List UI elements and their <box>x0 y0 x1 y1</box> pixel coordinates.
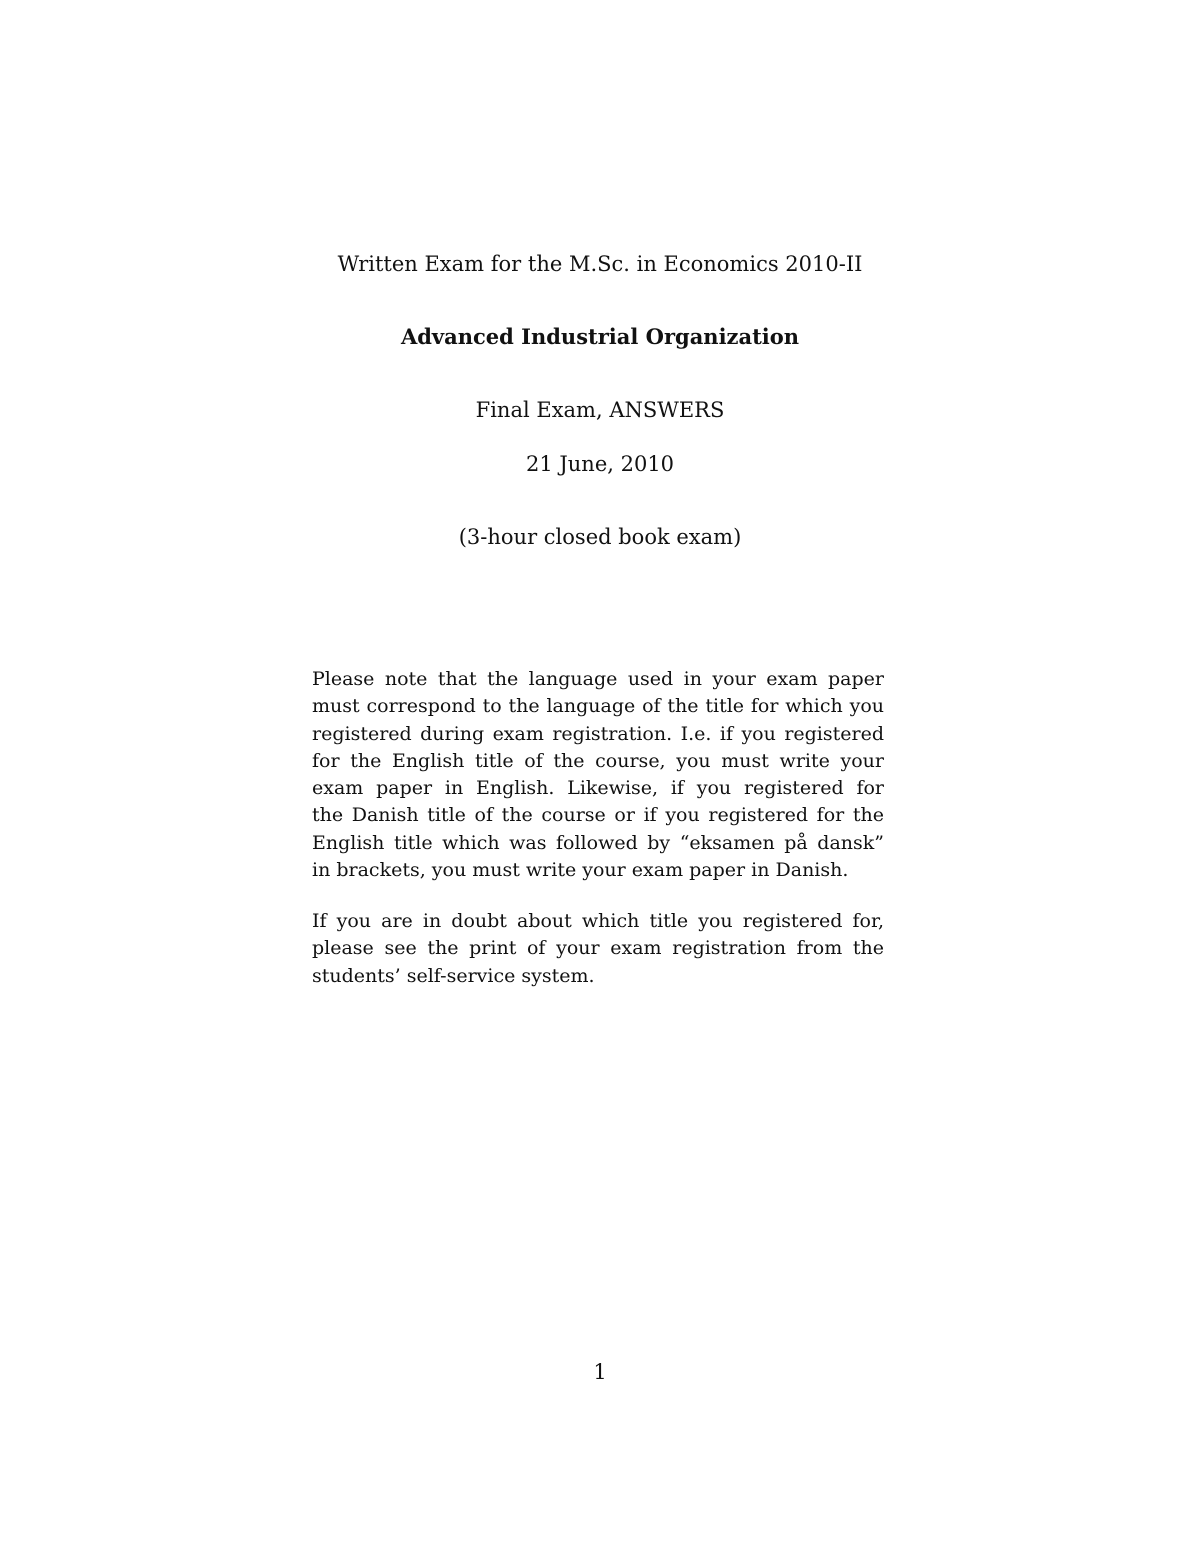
notice-line: If you are in doubt about which title you registered for, <box>312 910 884 932</box>
notice-line: Please note that the language used in your exam paper <box>312 668 884 690</box>
exam-date: 21 June, 2010 <box>525 452 675 476</box>
notice-line: for the English title of the course, you must write your <box>312 749 884 772</box>
page-number: 1 <box>593 1360 607 1384</box>
exam-type-line: Final Exam, ANSWERS <box>475 398 725 422</box>
notice-line: the Danish title of the course or if you registered for the <box>312 804 884 827</box>
notice-line: must correspond to the language of the title for which you <box>312 695 884 718</box>
course-title: Advanced Industrial Organization <box>400 324 800 349</box>
exam-duration: (3-hour closed book exam) <box>458 525 742 549</box>
notice-line: students’ self-service system. <box>312 964 595 987</box>
notice-line: please see the print of your exam registration from the <box>312 937 884 960</box>
exam-program-line: Written Exam for the M.Sc. in Economics 2010-II <box>337 252 863 276</box>
language-notice-paragraph <box>312 666 884 884</box>
notice-line: in brackets, you must write your exam paper in Danish. <box>312 859 849 882</box>
registration-doubt-paragraph <box>312 908 884 990</box>
notice-line: registered during exam registration. I.e. if you registered <box>312 722 884 745</box>
notice-line: exam paper in English. Likewise, if you registered for <box>312 777 884 800</box>
notice-line: English title which was followed by “eksamen på dansk” <box>312 831 884 854</box>
